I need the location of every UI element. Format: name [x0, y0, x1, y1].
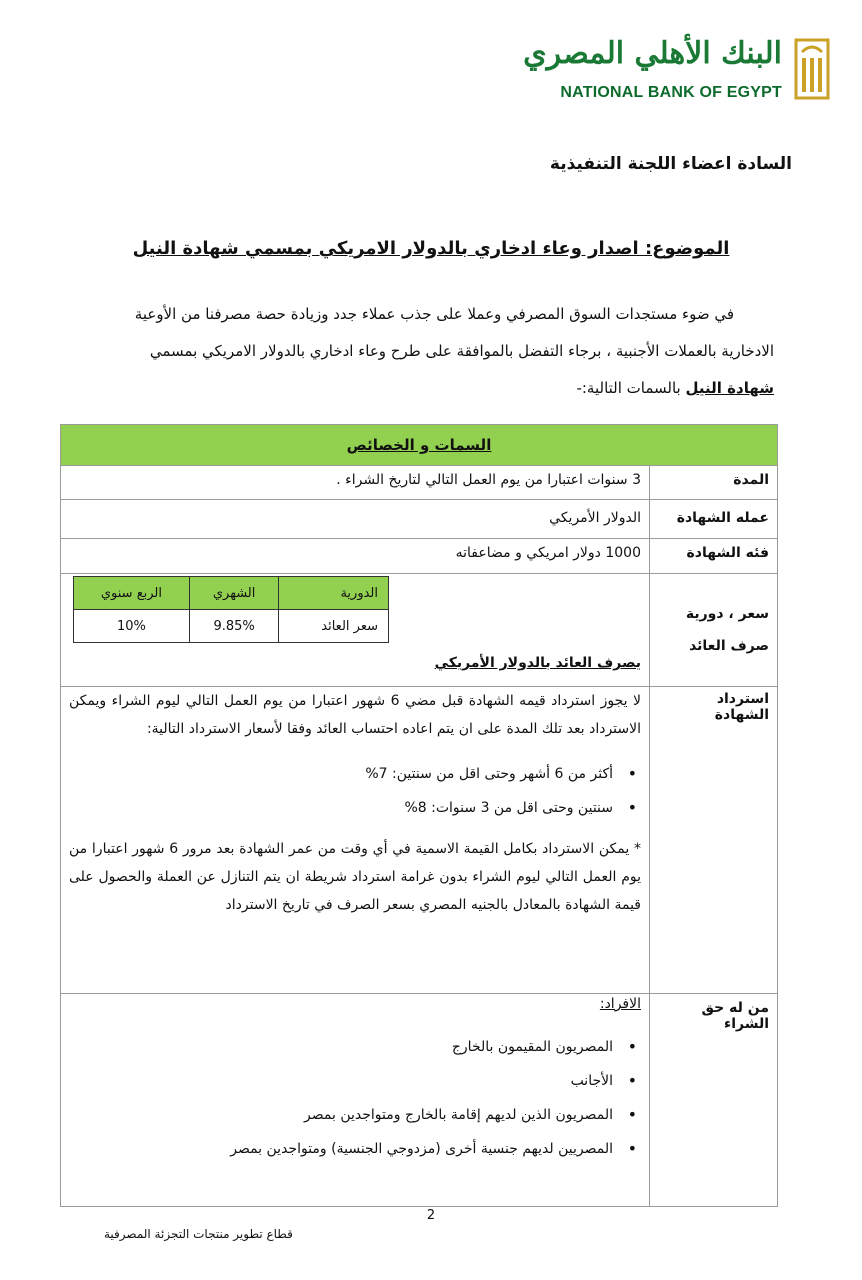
redemption-paragraph: لا يجوز استرداد قيمه الشهادة قبل مضي 6 شهور اعتبارا من يوم العمل التالي ليوم الشراء ويمكن الاسترداد بعد تلك المدة على ان يتم اعاده احتساب العائد وفقا لأسعار الاسترداد التالية:	[69, 693, 641, 737]
rate-label-line-1: سعر ، دورية	[685, 606, 769, 622]
intro-line-3	[52, 370, 774, 407]
rate-table-header: الدورية	[279, 577, 389, 610]
footer-text: قطاع تطوير منتجات التجزئة المصرفية	[104, 1227, 293, 1241]
rate-table-cell: سعر العائد	[279, 610, 389, 643]
list-item: • المصريون المقيمون بالخارج	[69, 1030, 613, 1064]
row-value: 3 سنوات اعتبارا من يوم العمل التالي لتاريخ الشراء .	[336, 472, 641, 488]
row-value	[61, 994, 649, 1206]
intro-paragraph	[52, 296, 774, 407]
row-label: المدة	[649, 466, 777, 499]
row-duration	[61, 466, 777, 500]
rate-note: يصرف العائد بالدولار الأمريكي	[434, 655, 641, 671]
rate-table-header: الشهري	[189, 577, 279, 610]
row-label: استرداد الشهادة	[649, 687, 777, 993]
redemption-note: * يمكن الاسترداد بكامل القيمة الاسمية في أي وقت من عمر الشهادة بعد مرور 6 شهور اعتبارا من يوم العمل التالي ليوم الشراء بدون غرامة استرداد شريطة ان يتم التنازل عن العملة والحصول على قيمة الشهادة بالمعادل بالجنيه المصري بسعر الصرف في تاريخ الاسترداد	[69, 841, 641, 913]
row-eligibility	[61, 994, 777, 1206]
row-denomination	[61, 539, 777, 574]
features-table-header: السمات و الخصائص	[61, 425, 777, 466]
bank-name-arabic: البنك الأهلي المصري	[523, 36, 782, 71]
intro-line-1: في ضوء مستجدات السوق المصرفي وعملا على جذب عملاء جدد وزيادة حصة مصرفنا من الأوعية	[134, 305, 734, 323]
list-item: • الأجانب	[69, 1064, 613, 1098]
row-label	[649, 574, 777, 686]
rate-table-value-row	[74, 610, 389, 643]
row-value	[61, 574, 649, 686]
row-value	[61, 687, 649, 993]
rate-label-line-2: صرف العائد	[689, 638, 769, 654]
recipient-line: السادة اعضاء اللجنة التنفيذية	[549, 154, 792, 174]
row-value: الدولار الأمريكي	[549, 510, 641, 526]
list-item: • أكثر من 6 أشهر وحتى اقل من سنتين: 7%	[69, 757, 613, 791]
redemption-rate-list	[69, 757, 641, 825]
intro-line-3-rest: بالسمات التالية:-	[576, 379, 686, 397]
eligibility-list	[69, 1030, 641, 1166]
list-item: • المصريين لديهم جنسية أخرى (مزدوجي الجنسية) ومتواجدين بمصر	[69, 1132, 613, 1166]
rate-table	[73, 576, 389, 643]
row-label: عمله الشهادة	[649, 500, 777, 538]
row-redemption	[61, 687, 777, 994]
rate-table-cell: 9.85%	[189, 610, 279, 643]
list-item: • المصريون الذين لديهم إقامة بالخارج ومتواجدين بمصر	[69, 1098, 613, 1132]
certificate-name: شهادة النيل	[685, 379, 774, 397]
rate-table-cell: 10%	[74, 610, 190, 643]
rate-table-header: الربع سنوي	[74, 577, 190, 610]
subject-line: الموضوع: اصدار وعاء ادخاري بالدولار الامريكي بمسمي شهادة النيل	[132, 238, 730, 259]
eligibility-subheading: الافراد:	[599, 996, 641, 1012]
rate-table-header-row	[74, 577, 389, 610]
row-label: من له حق الشراء	[649, 994, 777, 1206]
bank-name-english: NATIONAL BANK OF EGYPT	[560, 84, 782, 101]
features-table	[60, 424, 778, 1207]
list-item: • سنتين وحتى اقل من 3 سنوات: 8%	[69, 791, 613, 825]
bank-emblem-icon	[794, 38, 830, 100]
page-number: 2	[426, 1208, 436, 1223]
row-label: فئه الشهادة	[649, 539, 777, 573]
row-currency	[61, 500, 777, 539]
row-rate	[61, 574, 777, 687]
bank-logo	[410, 32, 830, 112]
row-value: 1000 دولار امريكي و مضاعفاته	[455, 545, 641, 561]
intro-line-2: الادخارية بالعملات الأجنبية ، برجاء التفضل بالموافقة على طرح وعاء ادخاري بالدولار الامريكي بمسمي	[149, 342, 774, 360]
